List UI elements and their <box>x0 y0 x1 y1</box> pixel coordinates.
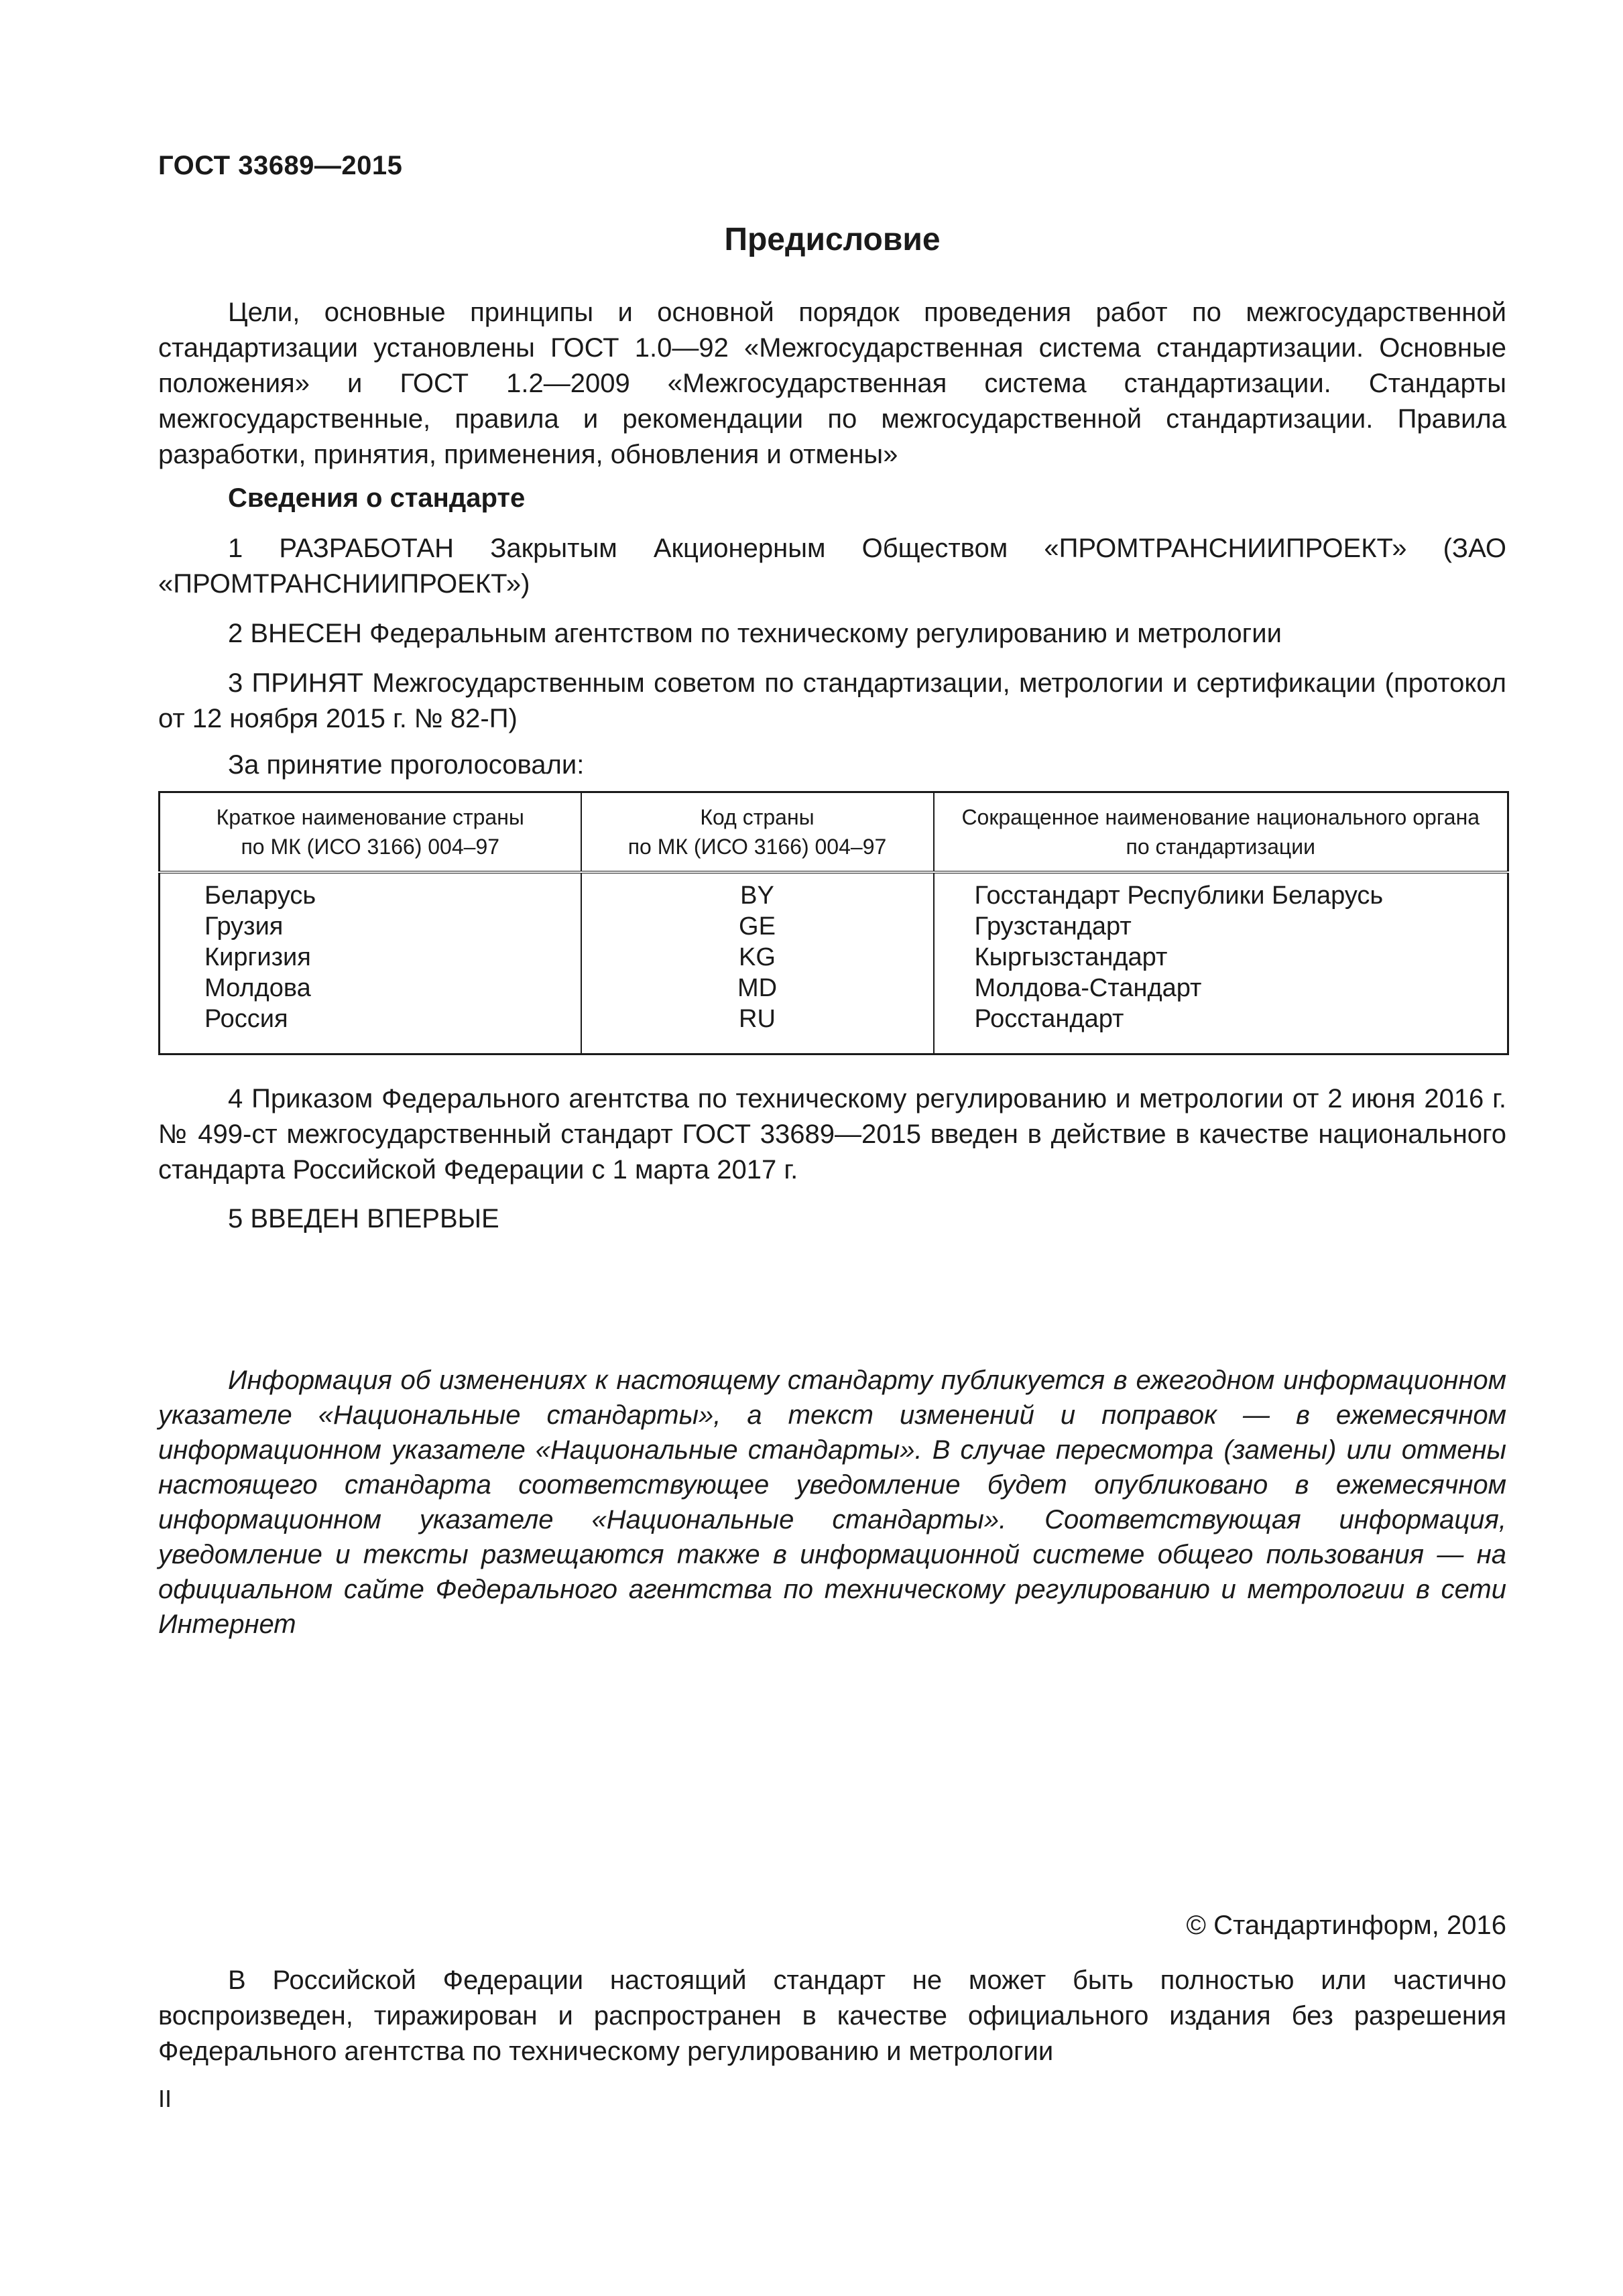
intro-paragraph: Цели, основные принципы и основной порядок проведения работ по межгосударственной стандартизации установлены ГОСТ 1.0—92 «Межгосударственная система стандартизации. Основные положения» и ГОСТ 1.2—2009 «Межгосударственная система стандартизации. Стандарты межгосударственные, правила и рекомендации по межгосударственной стандартизации. Правила разработки, принятия, применения, обновления и отмены» <box>158 298 1506 469</box>
votes-label: За принятие проголосовали: <box>228 750 585 780</box>
header-country-code: Код страны по МК (ИСО 3166) 004–97 <box>581 792 934 873</box>
item-adopted: 3 ПРИНЯТ Межгосударственным советом по стандартизации, метрологии и сертификации (протокол от 12 ноября 2015 г. № 82-П) <box>158 668 1506 733</box>
page-number: II <box>158 2085 172 2112</box>
header-country-name: Краткое наименование страны по МК (ИСО 3166) 004–97 <box>160 792 581 873</box>
country-code: GE <box>739 912 776 941</box>
item-first-introduced: 5 ВВЕДЕН ВПЕРВЫЕ <box>228 1204 499 1233</box>
national-body: Молдова-Стандарт <box>974 974 1202 1002</box>
national-body: Кыргызстандарт <box>974 943 1168 971</box>
document-code: ГОСТ 33689—2015 <box>158 151 403 180</box>
item-submitted: 2 ВНЕСЕН Федеральным агентством по техническому регулированию и метрологии <box>228 619 1282 648</box>
national-body: Грузстандарт <box>974 912 1132 941</box>
country-name: Киргизия <box>204 943 311 971</box>
national-body: Росстандарт <box>974 1005 1124 1033</box>
country-name: Россия <box>204 1005 288 1033</box>
amendments-notice: Информация об изменениях к настоящему стандарту публикуется в ежегодном информационном указателе «Национальные стандарты», а текст изменений и поправок — в ежемесячном информационном указателе «Национальные стандарты». В случае пересмотра (замены) или отмены настоящего стандарта соответствующее уведомление будет опубликовано в ежемесячном информационном указателе «Национальные стандарты». Соответствующая информация, уведомление и тексты размещаются также в информационной системе общего пользования — на официальном сайте Федерального агентства по техническому регулированию и метрологии в сети Интернет <box>158 1366 1506 1639</box>
country-code: BY <box>740 882 774 910</box>
national-bodies-cell <box>934 872 1508 1054</box>
country-code: KG <box>739 943 776 971</box>
copyright-line: © Стандартинформ, 2016 <box>1186 1911 1506 1940</box>
country-name: Грузия <box>204 912 284 941</box>
country-code: MD <box>737 974 778 1002</box>
country-name: Беларусь <box>204 882 316 910</box>
item-developed: 1 РАЗРАБОТАН Закрытым Акционерным Обществом «ПРОМТРАНСНИИПРОЕКТ» (ЗАО «ПРОМТРАНСНИИПРОЕКТ») <box>158 534 1506 599</box>
country-names-cell <box>160 872 581 1054</box>
reproduction-notice: В Российской Федерации настоящий стандарт не может быть полностью или частично воспроизведен, тиражирован и распространен в качестве официального издания без разрешения Федерального агентства по техническому регулированию и метрологии <box>158 1966 1506 2066</box>
header-national-body: Сокращенное наименование национального органа по стандартизации <box>934 792 1508 873</box>
table-body-row <box>160 872 1508 1054</box>
page-title: Предисловие <box>724 222 941 257</box>
national-body: Госстандарт Республики Беларусь <box>974 882 1384 910</box>
item-enacted: 4 Приказом Федерального агентства по техническому регулированию и метрологии от 2 июня 2016 г. № 499-ст межгосударственный стандарт ГОСТ 33689—2015 введен в действие в качестве национального стандарта Российской Федерации с 1 марта 2017 г. <box>158 1084 1506 1185</box>
country-code: RU <box>739 1005 776 1033</box>
votes-table <box>158 791 1509 1055</box>
country-name: Молдова <box>204 974 311 1002</box>
country-codes-cell <box>581 872 934 1054</box>
standard-info-heading: Сведения о стандарте <box>228 483 526 513</box>
table-header-row <box>160 792 1508 873</box>
